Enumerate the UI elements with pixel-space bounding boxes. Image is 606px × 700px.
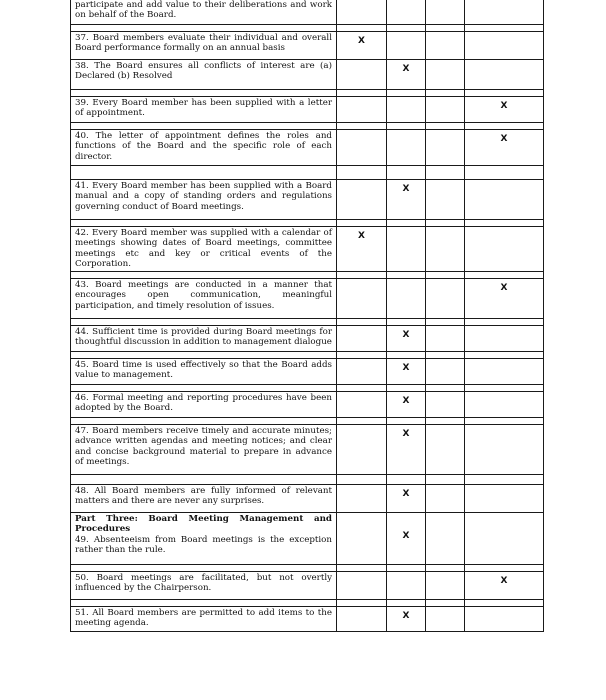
rating-cell-1: X (337, 227, 387, 272)
rating-cell-4 (465, 326, 544, 352)
rating-cell-4: X (465, 572, 544, 600)
table-row (71, 326, 544, 352)
rating-cell-4 (465, 227, 544, 272)
rating-cell-4 (465, 32, 544, 60)
rating-cell-1 (337, 326, 387, 352)
rating-cell-4 (465, 392, 544, 418)
rating-cell-3 (426, 425, 465, 475)
rating-cell-4 (465, 485, 544, 513)
rating-cell-3 (426, 485, 465, 513)
rating-cell-2: X (387, 60, 426, 90)
rating-cell-4 (465, 60, 544, 90)
spacer-row (71, 352, 544, 359)
rating-cell-3 (426, 130, 465, 166)
rating-cell-4 (465, 607, 544, 632)
spacer-row (71, 123, 544, 130)
rating-cell-4 (465, 425, 544, 475)
table-row (71, 425, 544, 475)
rating-cell-3 (426, 279, 465, 319)
spacer-row (71, 90, 544, 97)
table-row (71, 227, 544, 272)
rating-cell-4 (465, 359, 544, 385)
rating-cell-1 (337, 60, 387, 90)
rating-cell-4: X (465, 279, 544, 319)
statement-cell: 43. Board meetings are conducted in a manner that encourages open communication, meaningful participation, and timely resolution of issues. (71, 279, 337, 319)
table-row (71, 607, 544, 632)
rating-cell-4 (465, 0, 544, 25)
rating-mark: X (402, 531, 410, 542)
statement-cell: participate and add value to their deliberations and work on behalf of the Board. (71, 0, 337, 25)
rating-cell-1 (337, 572, 387, 600)
rating-cell-1 (337, 180, 387, 220)
table-row (71, 180, 544, 220)
rating-cell-3 (426, 392, 465, 418)
rating-cell-2 (387, 279, 426, 319)
rating-cell-1 (337, 392, 387, 418)
spacer-row (71, 166, 544, 180)
rating-cell-1: X (337, 32, 387, 60)
rating-cell-3 (426, 359, 465, 385)
rating-cell-3 (426, 607, 465, 632)
statement-cell: 39. Every Board member has been supplied with a letter of appointment. (71, 97, 337, 123)
statement-cell: 48. All Board members are fully informed of relevant matters and there are never any surprises. (71, 485, 337, 513)
statement-text: 49. Absenteeism from Board meetings is the exception rather than the rule. (75, 534, 332, 556)
statement-cell (71, 513, 337, 565)
rating-cell-2 (387, 513, 426, 565)
statement-cell: 38. The Board ensures all conflicts of interest are (a) Declared (b) Resolved (71, 60, 337, 90)
spacer-row (71, 418, 544, 425)
rating-cell-1 (337, 513, 387, 565)
rating-cell-4: X (465, 130, 544, 166)
part-three-title: Part Three: Board Meeting Management and Procedures (75, 514, 332, 535)
rating-cell-2: X (387, 485, 426, 513)
table-row (71, 0, 544, 25)
rating-cell-2: X (387, 326, 426, 352)
spacer-row (71, 220, 544, 227)
rating-cell-1 (337, 97, 387, 123)
spacer-row (71, 25, 544, 32)
rating-cell-3 (426, 227, 465, 272)
rating-cell-2 (387, 32, 426, 60)
rating-cell-2: X (387, 180, 426, 220)
rating-cell-2 (387, 0, 426, 25)
rating-cell-2 (387, 572, 426, 600)
table-row (71, 279, 544, 319)
rating-cell-3 (426, 97, 465, 123)
table-row (71, 392, 544, 418)
rating-cell-1 (337, 130, 387, 166)
table-row (71, 513, 544, 565)
rating-cell-3 (426, 60, 465, 90)
statement-cell: 41. Every Board member has been supplied with a Board manual and a copy of standing orders and regulations governing conduct of Board meetings. (71, 180, 337, 220)
statement-cell: 42. Every Board member was supplied with a calendar of meetings showing dates of Board meetings, committee meetings etc and key or critical events of the Corporation. (71, 227, 337, 272)
statement-cell: 46. Formal meeting and reporting procedures have been adopted by the Board. (71, 392, 337, 418)
spacer-row (71, 385, 544, 392)
table-row (71, 485, 544, 513)
rating-cell-1 (337, 359, 387, 385)
spacer-row (71, 319, 544, 326)
rating-cell-2 (387, 97, 426, 123)
rating-cell-1 (337, 485, 387, 513)
rating-cell-2 (387, 130, 426, 166)
table-row (71, 572, 544, 600)
statement-cell: 37. Board members evaluate their individual and overall Board performance formally on an annual basis (71, 32, 337, 60)
table-row (71, 60, 544, 90)
board-evaluation-table (70, 0, 544, 632)
rating-cell-2: X (387, 359, 426, 385)
rating-cell-1 (337, 0, 387, 25)
statement-cell: 50. Board meetings are facilitated, but not overtly influenced by the Chairperson. (71, 572, 337, 600)
rating-cell-4: X (465, 97, 544, 123)
spacer-row (71, 272, 544, 279)
rating-cell-4 (465, 513, 544, 565)
statement-cell: 51. All Board members are permitted to add items to the meeting agenda. (71, 607, 337, 632)
rating-cell-4 (465, 180, 544, 220)
rating-cell-1 (337, 279, 387, 319)
rating-cell-3 (426, 572, 465, 600)
table-row (71, 359, 544, 385)
spacer-row (71, 475, 544, 485)
rating-cell-3 (426, 326, 465, 352)
spacer-row (71, 600, 544, 607)
rating-cell-1 (337, 607, 387, 632)
spacer-row (71, 565, 544, 572)
statement-cell: 45. Board time is used effectively so that the Board adds value to management. (71, 359, 337, 385)
rating-cell-1 (337, 425, 387, 475)
table-row (71, 32, 544, 60)
statement-cell: 44. Sufficient time is provided during Board meetings for thoughtful discussion in addition to management dialogue (71, 326, 337, 352)
rating-cell-3 (426, 0, 465, 25)
rating-cell-3 (426, 32, 465, 60)
rating-cell-3 (426, 513, 465, 565)
rating-cell-2: X (387, 425, 426, 475)
statement-cell: 40. The letter of appointment defines the roles and functions of the Board and the specific role of each director. (71, 130, 337, 166)
rating-cell-2 (387, 227, 426, 272)
rating-cell-3 (426, 180, 465, 220)
table-row (71, 97, 544, 123)
rating-cell-2: X (387, 392, 426, 418)
table-row (71, 130, 544, 166)
statement-cell: 47. Board members receive timely and accurate minutes; advance written agendas and meeting notices; and clear and concise background material to prepare in advance of meetings. (71, 425, 337, 475)
rating-cell-2: X (387, 607, 426, 632)
